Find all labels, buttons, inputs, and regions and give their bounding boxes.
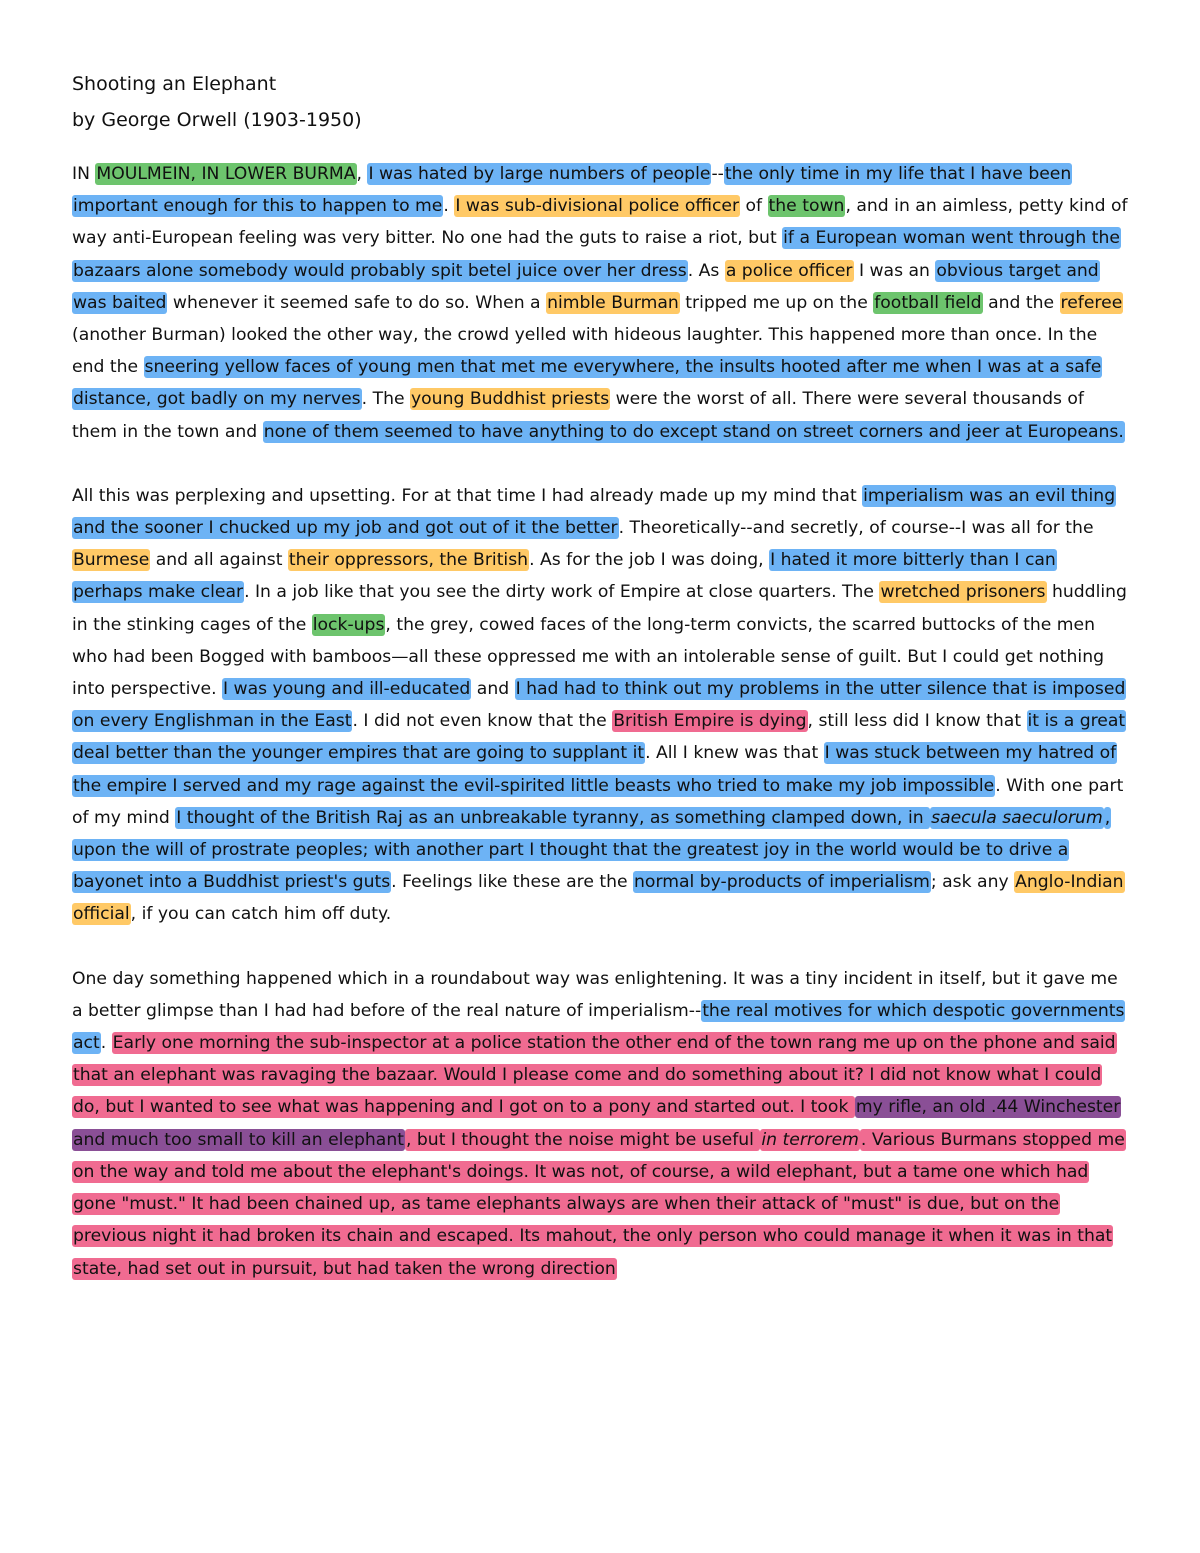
highlight-blue: I was hated by large numbers of people <box>368 164 711 184</box>
highlight-blue: saecula saeculorum <box>931 807 1103 828</box>
text-run: tripped me up on the <box>679 292 874 313</box>
text-run: , the grey, cowed faces of the long-term convicts, the scarred buttocks of the men who had been Bogged with bamboos—all these oppressed me with an intolerable sense of guilt. But I could get nothing into perspective. <box>72 614 1105 700</box>
text-run: . With one part of my mind <box>72 775 1124 828</box>
paragraph <box>72 158 1128 448</box>
text-run: . Theoretically--and secretly, of course--I was all for the <box>618 518 1094 539</box>
text-run: One day something happened which in a roundabout way was enlightening. It was a tiny incident in itself, but it gave me a better glimpse than I had had before of the real nature of imperialism-- <box>72 968 1118 1021</box>
document-title: Shooting an Elephant <box>72 73 277 95</box>
text-run: , if you can catch him off duty. <box>130 904 392 925</box>
text-run: IN <box>72 164 96 184</box>
text-run: . Feelings like these are the <box>391 872 634 893</box>
paragraph <box>72 480 1128 931</box>
highlight-blue: I had had to think out my problems in the utter silence that is imposed on every Englishman in the East <box>73 679 1126 732</box>
highlight-blue: , upon the will of prostrate peoples; with another part I thought that the greatest joy in the world would be to drive a bayonet into a Buddhist priest's guts <box>73 807 1111 893</box>
highlight-orange: Anglo-Indian official <box>73 872 1124 925</box>
text-run: . I did not even know that the <box>352 711 613 732</box>
highlight-green: MOULMEIN, IN LOWER BURMA <box>96 164 356 184</box>
text-run: of <box>740 196 768 217</box>
text-run: whenever it seemed safe to do so. When a <box>167 292 547 313</box>
document-byline: by George Orwell (1903-1950) <box>72 109 362 131</box>
highlight-blue: I was stuck between my hatred of the empire I served and my rage against the evil-spirited little beasts who tried to make my job impossible <box>73 743 1117 796</box>
highlight-pink: , but I thought the noise might be useful <box>405 1129 760 1150</box>
highlight-pink: in terrorem <box>761 1129 859 1150</box>
text-run: . In a job like that you see the dirty work of Empire at close quarters. The <box>244 582 880 603</box>
highlight-pink: . Various Burmans stopped me on the way and told me about the elephant's doings. It was not, of course, a wild elephant, but a tame one which had gone "must." It had been chained up, as tame elephants always are when their attack of "must" is due, but on the previous night it had broken its chain and escaped. Its mahout, the only person who could manage it when it was in that state, had set out in pursuit, but had taken the wrong direction <box>73 1129 1125 1279</box>
highlight-blue: normal by-products of imperialism <box>634 872 930 893</box>
highlight-blue: the only time in my life that I have been important enough for this to happen to me <box>73 164 1072 217</box>
text-run: , still less did I know that <box>807 711 1027 732</box>
highlight-blue: I was young and ill-educated <box>223 679 471 700</box>
highlight-green: lock-ups <box>312 614 385 635</box>
text-run: . <box>100 1033 112 1054</box>
highlight-purple: my rifle, an old .44 Winchester and much too small to kill an elephant <box>73 1097 1121 1150</box>
highlight-blue: if a European woman went through the bazaars alone somebody would probably spit betel juice over her dress <box>73 228 1120 281</box>
highlight-blue: it is a great deal better than the younger empires that are going to supplant it <box>73 711 1126 764</box>
text-run: huddling in the stinking cages of the <box>72 582 1127 635</box>
highlight-green: football field <box>874 292 982 313</box>
text-run: were the worst of all. There were several thousands of them in the town and <box>72 389 1084 442</box>
highlight-green: the town <box>768 196 845 217</box>
highlight-orange: young Buddhist priests <box>411 389 610 410</box>
text-run: All this was perplexing and upsetting. For at that time I had already made up my mind that <box>72 485 863 506</box>
text-run: , and in an aimless, petty kind of way anti-European feeling was very bitter. No one had the guts to raise a riot, but <box>72 196 1128 249</box>
highlight-orange: Burmese <box>73 550 150 571</box>
text-run: and the <box>982 292 1060 313</box>
highlight-blue: I thought of the British Raj as an unbreakable tyranny, as something clamped down, in <box>176 807 930 828</box>
highlight-pink: British Empire is dying <box>613 711 807 732</box>
highlight-pink: Early one morning the sub-inspector at a police station the other end of the town rang me up on the phone and said that an elephant was ravaging the bazaar. Would I please come and do something about it? I did not know what I could do, but I wanted to see what was happening and I got on to a pony and started out. I took <box>73 1033 1116 1118</box>
text-run: (another Burman) looked the other way, the crowd yelled with hideous laughter. This happened more than once. In the end the <box>72 325 1098 378</box>
highlight-orange: a police officer <box>725 260 853 281</box>
text-run: ; ask any <box>930 872 1015 893</box>
highlight-orange: their oppressors, the British <box>288 550 529 571</box>
highlight-orange: referee <box>1060 292 1123 313</box>
paragraph <box>72 963 1128 1285</box>
text-run: , <box>356 164 368 184</box>
text-run: I was an <box>853 260 936 281</box>
highlight-blue: sneering yellow faces of young men that met me everywhere, the insults hooted after me when I was at a safe distance, got badly on my nerves <box>73 357 1102 410</box>
text-run: and all against <box>150 550 288 571</box>
document-body <box>72 158 1128 1285</box>
text-run: . As for the job I was doing, <box>529 550 770 571</box>
text-run: . All I knew was that <box>645 743 824 764</box>
highlight-orange: nimble Burman <box>547 292 679 313</box>
highlight-blue: imperialism was an evil thing and the sooner I chucked up my job and got out of it the better <box>73 485 1116 539</box>
highlight-blue: I hated it more bitterly than I can perhaps make clear <box>73 550 1056 603</box>
text-run: and <box>471 679 515 700</box>
highlight-orange: wretched prisoners <box>880 582 1046 603</box>
highlight-blue: none of them seemed to have anything to do except stand on street corners and jeer at Europeans. <box>263 421 1124 442</box>
highlight-blue: obvious target and was baited <box>73 260 1099 313</box>
text-run: -- <box>711 164 724 184</box>
highlight-blue: the real motives for which despotic governments act <box>73 1000 1125 1054</box>
highlight-orange: I was sub-divisional police officer <box>455 196 740 217</box>
text-run: . The <box>361 389 410 410</box>
text-run: . As <box>687 260 725 281</box>
text-run: . <box>443 196 455 217</box>
